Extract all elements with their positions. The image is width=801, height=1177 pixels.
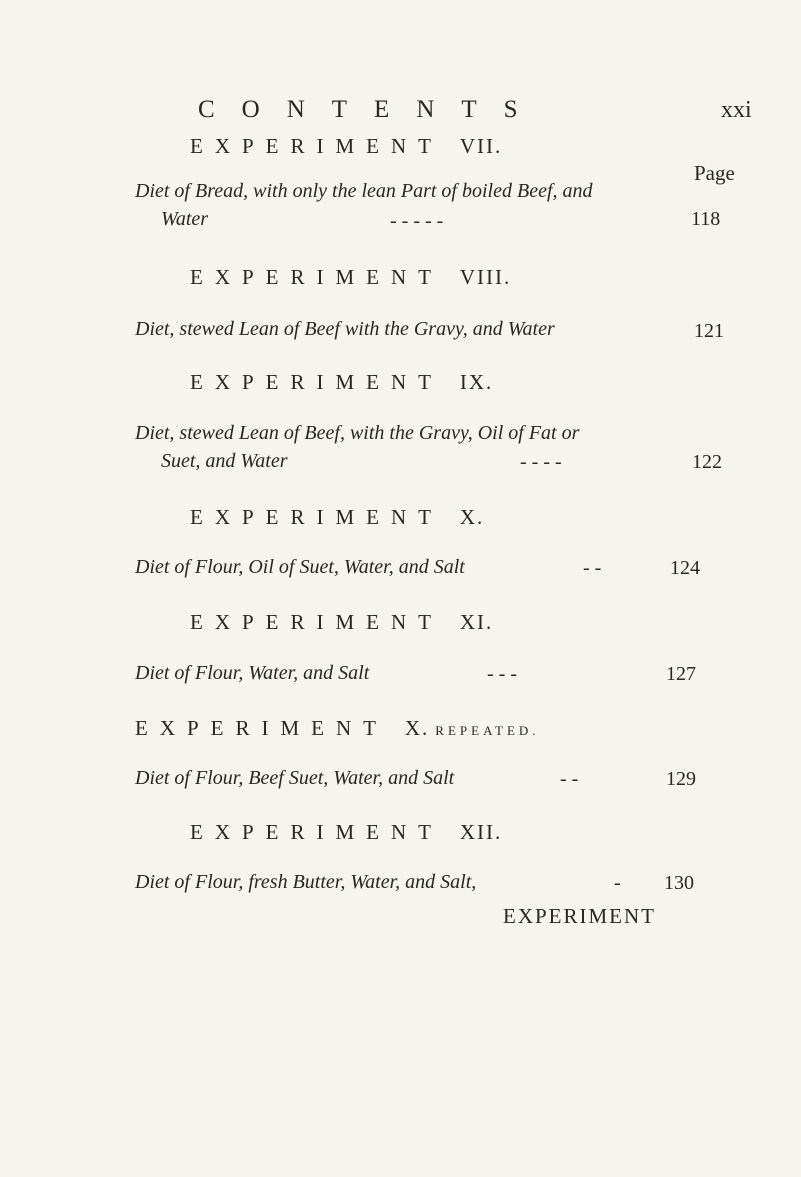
dot-leaders: - - - - - [390, 210, 444, 232]
dot-leaders: - - - [487, 663, 517, 685]
entry-description: Diet, stewed Lean of Beef with the Gravy, and Water [135, 318, 555, 340]
page-number: xxi [721, 97, 752, 123]
experiment-heading: EXPERIMENT X. [190, 505, 485, 529]
repeated-label: REPEATED. [435, 723, 540, 738]
entry-page-number: 130 [664, 872, 694, 894]
experiment-heading: EXPERIMENT XII. [190, 820, 503, 844]
dot-leaders: - [614, 872, 621, 894]
entry-page-number: 122 [692, 451, 722, 473]
entry-description: Diet of Flour, Oil of Suet, Water, and Salt [135, 556, 465, 578]
entry-description: Diet of Bread, with only the lean Part of boiled Beef, and [135, 180, 593, 202]
experiment-heading: EXPERIMENT X. REPEATED. [135, 716, 540, 740]
entry-description: Diet, stewed Lean of Beef, with the Gravy, Oil of Fat or [135, 422, 580, 444]
dot-leaders: - - [560, 768, 579, 790]
experiment-heading: EXPERIMENT VIII. [190, 265, 512, 289]
experiment-heading: EXPERIMENT IX. [190, 370, 494, 394]
entry-description-continued: Water [161, 208, 209, 230]
entry-description: Diet of Flour, Water, and Salt [135, 662, 370, 684]
entry-page-number: 124 [670, 557, 700, 579]
entry-description: Diet of Flour, Beef Suet, Water, and Salt [135, 767, 455, 789]
dot-leaders: - - - - [520, 451, 562, 473]
entry-page-number: 118 [691, 208, 721, 230]
entry-description: Diet of Flour, fresh Butter, Water, and Salt, [135, 871, 477, 893]
entry-page-number: 127 [666, 663, 696, 685]
entry-page-number: 121 [694, 320, 724, 342]
dot-leaders: - - [583, 557, 602, 579]
entry-page-number: 129 [666, 768, 696, 790]
page-column-label: Page [694, 161, 735, 185]
entry-description-continued: Suet, and Water [161, 450, 288, 472]
experiment-heading: EXPERIMENT XI. [190, 610, 494, 634]
experiment-heading: EXPERIMENT VII. [190, 134, 503, 158]
catchword: EXPERIMENT [503, 904, 656, 928]
running-head-title: CONTENTS [198, 96, 545, 123]
